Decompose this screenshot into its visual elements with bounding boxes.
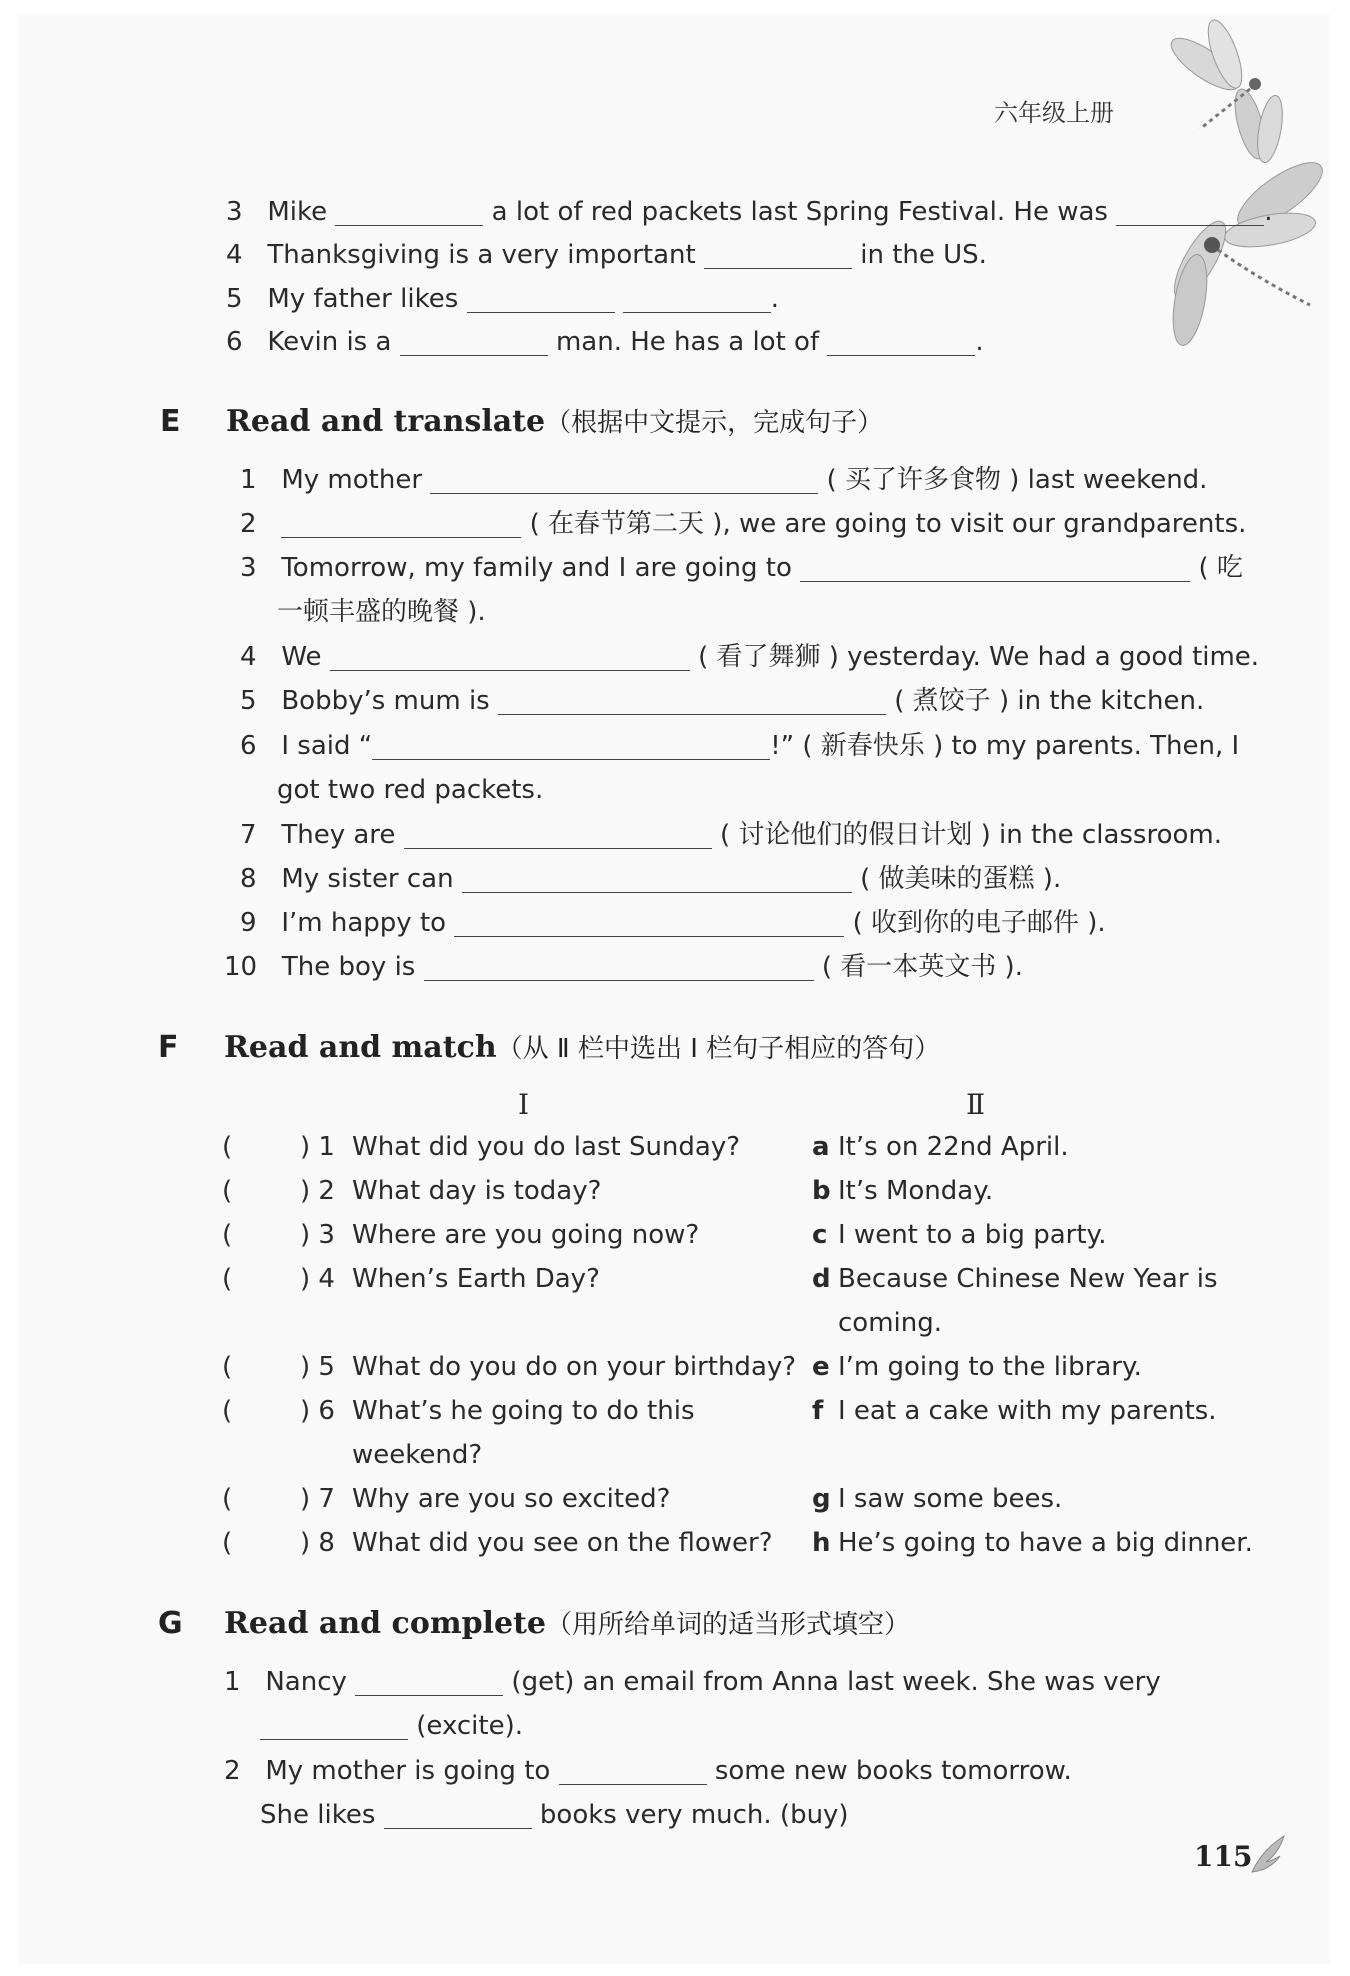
- match-answer: [812, 1482, 1062, 1516]
- g-item-1-cont: (excite).: [260, 1709, 523, 1743]
- e-item-7: 7 They are ( 讨论他们的假日计划 ) in the classroom.: [240, 820, 1222, 850]
- column-header-1: Ⅰ: [518, 1088, 530, 1121]
- answer-text: I’m going to the library.: [838, 1352, 1142, 1382]
- question-number: ) 6: [300, 1396, 335, 1426]
- question-number: ) 8: [300, 1528, 335, 1558]
- answer-blank[interactable]: [355, 1669, 503, 1696]
- answer-letter: a: [812, 1132, 830, 1162]
- answer-letter: e: [812, 1352, 830, 1382]
- answer-blank[interactable]: [400, 329, 548, 356]
- answer-blank[interactable]: [559, 1758, 707, 1785]
- question-number: ) 1: [300, 1132, 335, 1162]
- d-item-5: 5 My father likes .: [226, 284, 780, 314]
- answer-letter: g: [812, 1484, 831, 1514]
- g-item-2-cont: She likes books very much. (buy): [260, 1800, 849, 1830]
- answer-blank[interactable]: [372, 733, 770, 760]
- answer-bracket[interactable]: (: [222, 1132, 233, 1162]
- answer-text: It’s on 22nd April.: [838, 1132, 1069, 1162]
- answer-blank[interactable]: [800, 555, 1190, 582]
- answer-blank[interactable]: [454, 910, 844, 937]
- question-text: What did you see on the flower?: [352, 1528, 773, 1558]
- e-item-6-cont: got two red packets.: [277, 775, 544, 805]
- column-header-2: Ⅱ: [966, 1088, 986, 1121]
- question-text: Where are you going now?: [352, 1220, 700, 1250]
- section-title: Read and complete（用所给单词的适当形式填空）: [224, 1606, 910, 1641]
- section-letter: G: [158, 1606, 183, 1641]
- question-text: What do you do on your birthday?: [352, 1352, 797, 1382]
- question-text: What’s he going to do this: [352, 1396, 695, 1426]
- answer-letter: d: [812, 1264, 831, 1294]
- answer-blank[interactable]: [623, 286, 771, 313]
- match-question: [222, 1262, 600, 1296]
- answer-bracket[interactable]: (: [222, 1484, 233, 1514]
- e-item-9: 9 I’m happy to ( 收到你的电子邮件 ).: [240, 908, 1106, 938]
- answer-blank[interactable]: [1116, 199, 1264, 226]
- e-item-1: 1 My mother ( 买了许多食物 ) last weekend.: [240, 465, 1208, 495]
- page-number: 115: [1194, 1840, 1253, 1873]
- match-question: [222, 1482, 670, 1516]
- question-text: What did you do last Sunday?: [352, 1132, 741, 1162]
- question-number: ) 3: [300, 1220, 335, 1250]
- answer-bracket[interactable]: (: [222, 1396, 233, 1426]
- section-title: Read and translate（根据中文提示，完成句子）: [226, 404, 884, 439]
- grade-label: 六年级上册: [994, 99, 1114, 127]
- answer-bracket[interactable]: (: [222, 1220, 233, 1250]
- e-item-3: 3 Tomorrow, my family and I are going to ( 吃: [240, 553, 1243, 583]
- question-text: What day is today?: [352, 1176, 602, 1206]
- answer-blank[interactable]: [498, 688, 886, 715]
- match-question: [222, 1526, 773, 1560]
- match-answer: [812, 1350, 1142, 1384]
- answer-text: I saw some bees.: [838, 1484, 1063, 1514]
- section-letter: F: [158, 1030, 179, 1065]
- d-item-3: 3 Mike a lot of red packets last Spring Festival. He was .: [226, 197, 1273, 227]
- feather-icon: [1248, 1832, 1288, 1876]
- g-item-2: 2 My mother is going to some new books tomorrow.: [224, 1756, 1072, 1786]
- question-number: ) 7: [300, 1484, 335, 1514]
- question-number: ) 4: [300, 1264, 335, 1294]
- answer-blank[interactable]: [384, 1802, 532, 1829]
- match-answer: [812, 1394, 1217, 1428]
- e-item-2: 2 ( 在春节第二天 ), we are going to visit our grandparents.: [240, 509, 1247, 539]
- answer-blank[interactable]: [424, 954, 814, 981]
- match-question: [222, 1130, 740, 1164]
- answer-text: Because Chinese New Year is: [838, 1264, 1218, 1294]
- e-item-3-cont: 一顿丰盛的晚餐 ).: [277, 597, 486, 627]
- dragonfly-icon: [1130, 150, 1330, 370]
- answer-blank[interactable]: [704, 242, 852, 269]
- match-answer: [812, 1130, 1069, 1164]
- e-item-4: 4 We ( 看了舞狮 ) yesterday. We had a good time.: [240, 642, 1260, 672]
- answer-blank[interactable]: [335, 199, 483, 226]
- answer-blank[interactable]: [281, 511, 521, 538]
- answer-blank[interactable]: [260, 1713, 408, 1740]
- answer-blank[interactable]: [827, 329, 975, 356]
- match-question: [222, 1174, 601, 1208]
- match-question: [222, 1394, 695, 1428]
- answer-blank[interactable]: [462, 866, 852, 893]
- match-answer: [812, 1218, 1106, 1252]
- question-text-cont: weekend?: [352, 1440, 483, 1470]
- e-item-8: 8 My sister can ( 做美味的蛋糕 ).: [240, 864, 1062, 894]
- question-text: When’s Earth Day?: [352, 1264, 600, 1294]
- answer-bracket[interactable]: (: [222, 1352, 233, 1382]
- answer-bracket[interactable]: (: [222, 1176, 233, 1206]
- match-question: [222, 1218, 699, 1252]
- question-number: ) 5: [300, 1352, 335, 1382]
- answer-letter: b: [812, 1176, 831, 1206]
- dragonfly-icon: [1130, 14, 1330, 164]
- answer-text: It’s Monday.: [838, 1176, 994, 1206]
- g-item-1: 1 Nancy (get) an email from Anna last week. She was very: [224, 1667, 1161, 1697]
- answer-blank[interactable]: [467, 286, 615, 313]
- answer-text: I went to a big party.: [838, 1220, 1107, 1250]
- d-item-4: 4 Thanksgiving is a very important in the US.: [226, 240, 987, 270]
- match-answer: [812, 1174, 993, 1208]
- answer-text: He’s going to have a big dinner.: [838, 1528, 1253, 1558]
- match-answer: [812, 1262, 1218, 1296]
- match-answer: [812, 1526, 1253, 1560]
- answer-bracket[interactable]: (: [222, 1528, 233, 1558]
- answer-blank[interactable]: [404, 822, 712, 849]
- match-question: [222, 1350, 796, 1384]
- answer-text: I eat a cake with my parents.: [838, 1396, 1217, 1426]
- question-text: Why are you so excited?: [352, 1484, 671, 1514]
- answer-blank[interactable]: [330, 644, 690, 671]
- section-letter: E: [160, 404, 181, 439]
- section-title: Read and match（从 Ⅱ 栏中选出 Ⅰ 栏句子相应的答句）: [224, 1030, 941, 1065]
- answer-bracket[interactable]: (: [222, 1264, 233, 1294]
- answer-letter: c: [812, 1220, 828, 1250]
- d-item-6: 6 Kevin is a man. He has a lot of .: [226, 327, 984, 357]
- answer-text-cont: coming.: [838, 1308, 942, 1338]
- e-item-10: 10 The boy is ( 看一本英文书 ).: [224, 952, 1023, 982]
- e-item-6: 6 I said “ !” ( 新春快乐 ) to my parents. Then, I: [240, 731, 1240, 761]
- answer-letter: h: [812, 1528, 831, 1558]
- answer-letter: f: [812, 1396, 824, 1426]
- e-item-5: 5 Bobby’s mum is ( 煮饺子 ) in the kitchen.: [240, 686, 1205, 716]
- answer-blank[interactable]: [430, 467, 818, 494]
- question-number: ) 2: [300, 1176, 335, 1206]
